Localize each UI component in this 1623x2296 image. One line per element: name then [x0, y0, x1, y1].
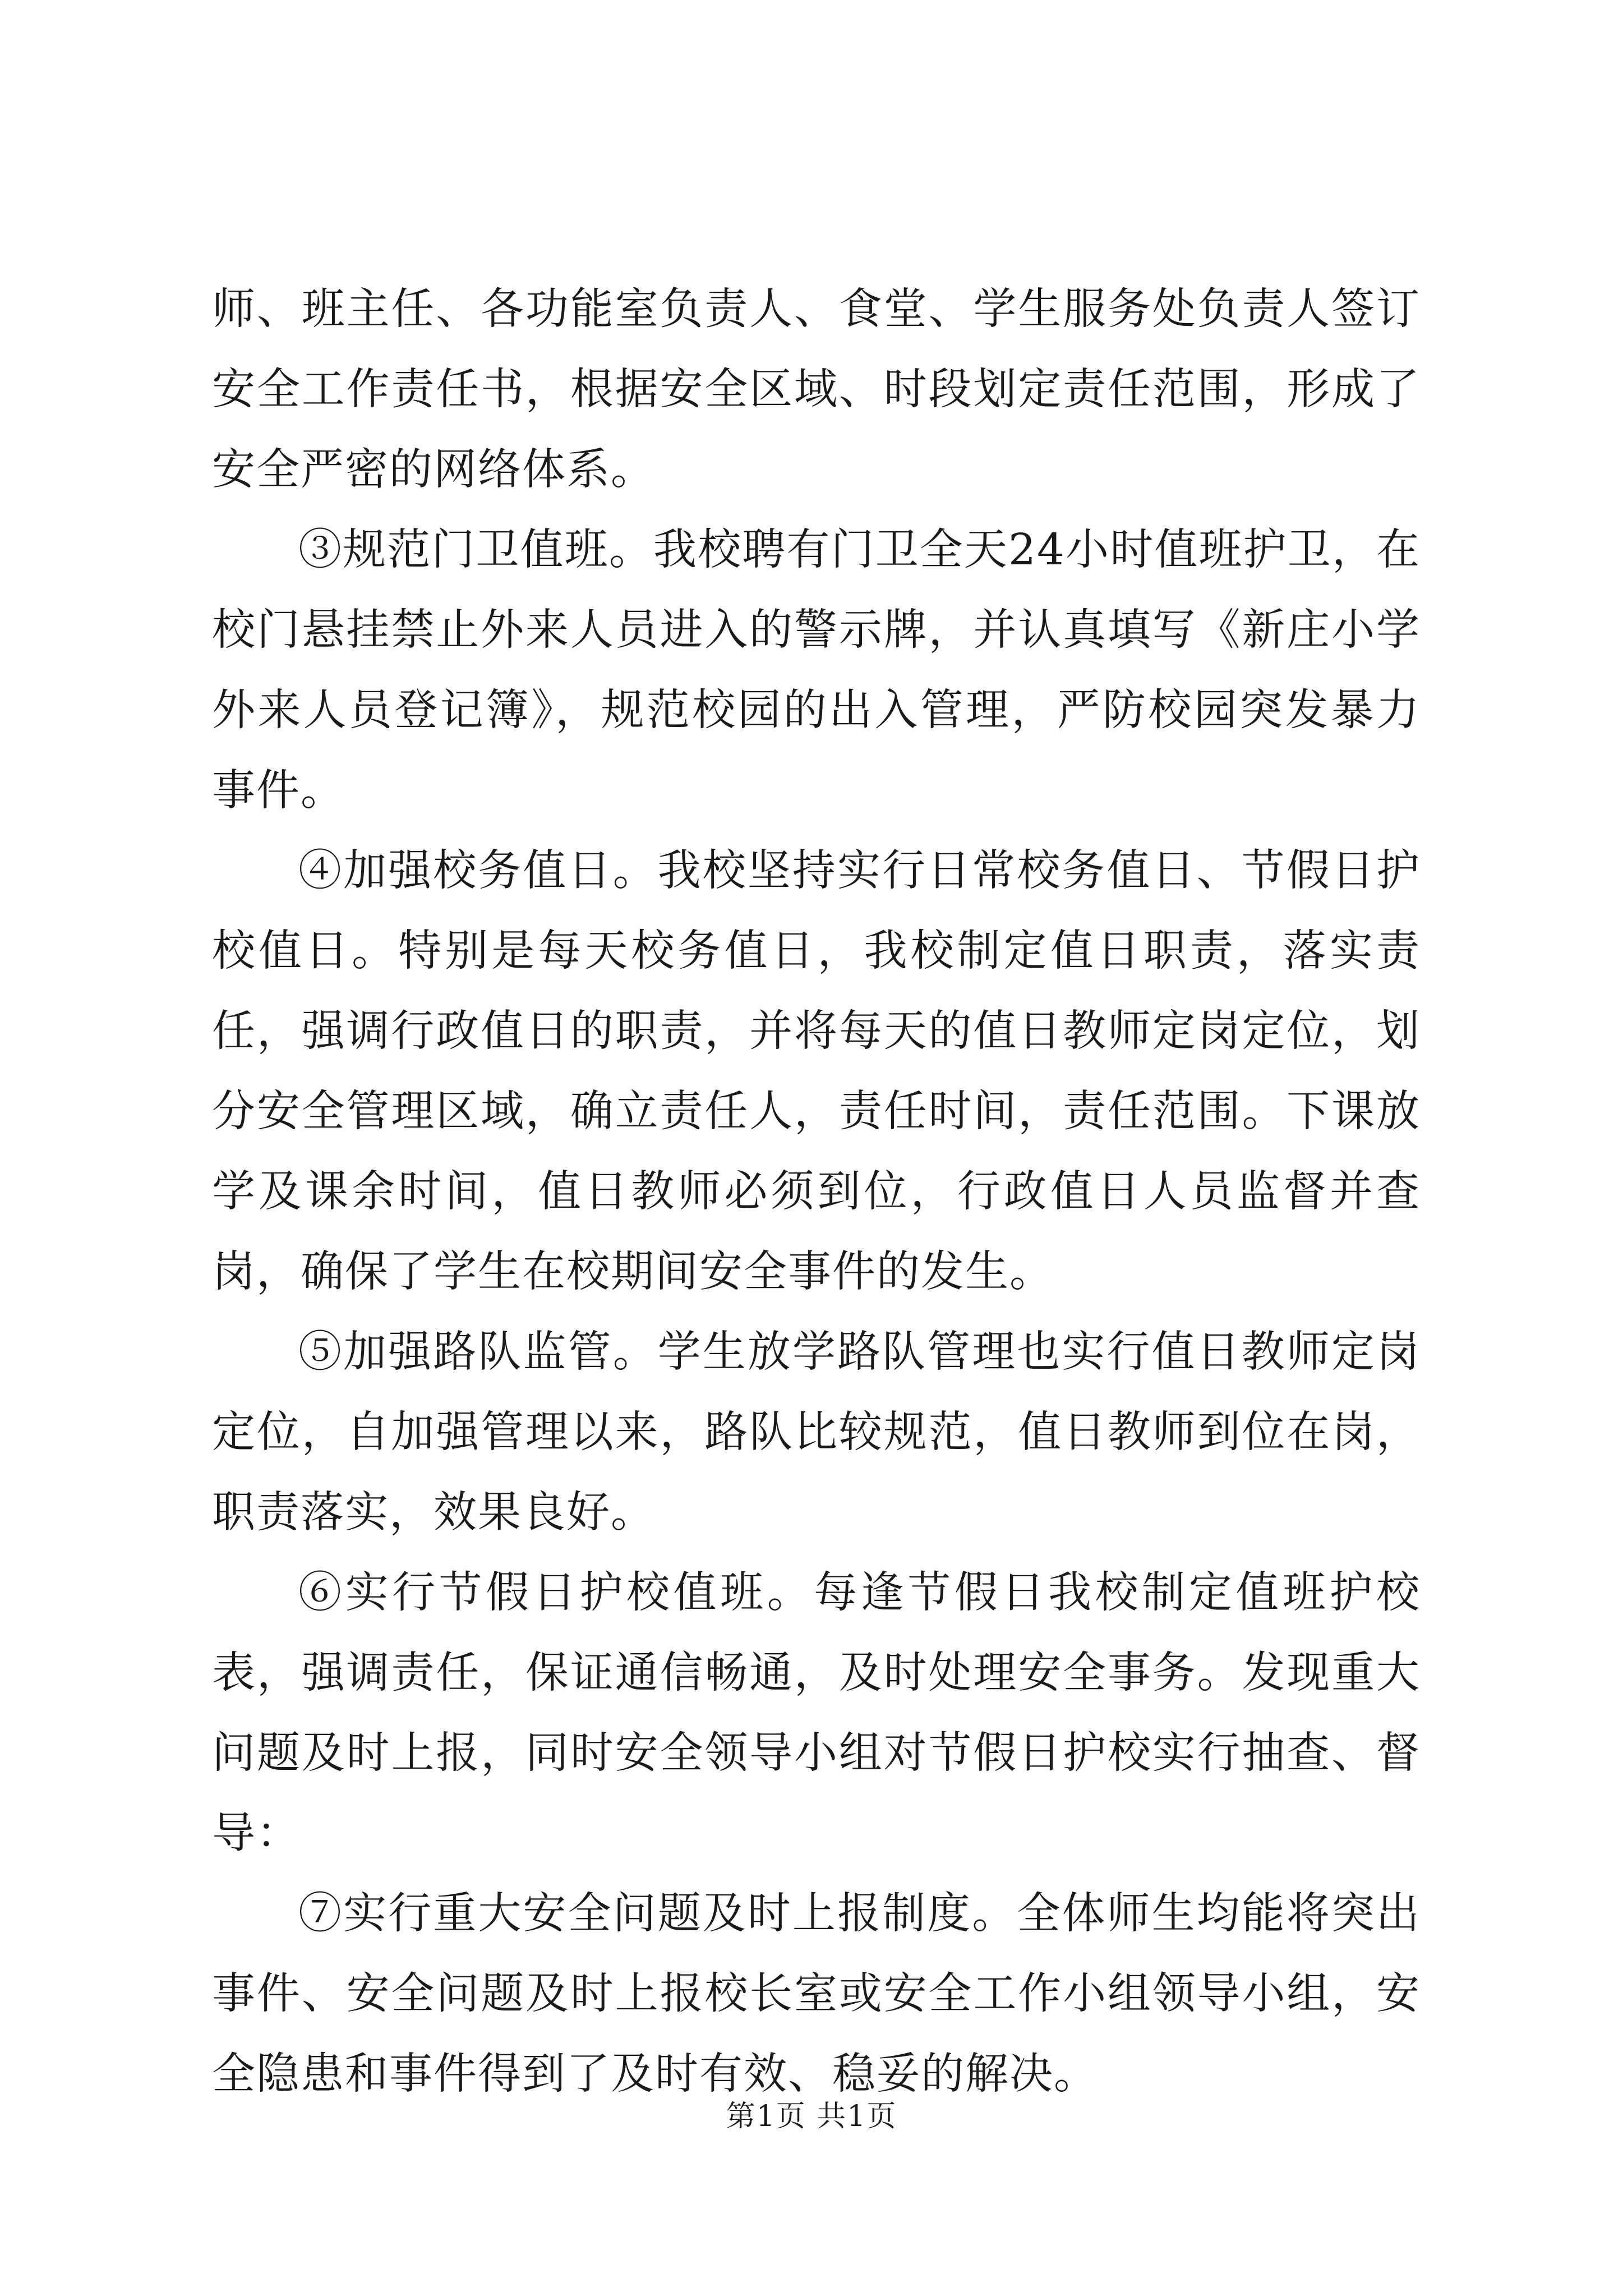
- paragraph-route-supervision: ⑤加强路队监管。学生放学路队管理也实行值日教师定岗定位，自加强管理以来，路队比较规范，值日教师到位在岗，职责落实，效果良好。: [212, 1327, 1421, 1538]
- paragraph-school-duty: ④加强校务值日。我校坚持实行日常校务值日、节假日护校值日。特别是每天校务值日，我校制定值日职责，落实责任，强调行政值日的职责，并将每天的值日教师定岗定位，划分安全管理区域，确立责任人，责任时间，责任范围。下课放学及课余时间，值日教师必须到位，行政值日人员监督并查岗，确保了学生在校期间安全事件的发生。: [212, 846, 1421, 1297]
- page-footer: 第1页 共1页: [726, 2100, 897, 2133]
- paragraph-gate-duty: ③规范门卫值班。我校聘有门卫全天24小时值班护卫，在校门悬挂禁止外来人员进入的警示牌，并认真填写《新庄小学外来人员登记簿》，规范校园的出入管理，严防校园突发暴力事件。: [212, 525, 1421, 816]
- paragraph-continuation: 师、班主任、各功能室负责人、食堂、学生服务处负责人签订安全工作责任书，根据安全区域、时段划定责任范围，形成了安全严密的网络体系。: [212, 284, 1421, 495]
- document-body: [212, 269, 1421, 2114]
- paragraph-holiday-duty: ⑥实行节假日护校值班。每逢节假日我校制定值班护校表，强调责任，保证通信畅通，及时处理安全事务。发现重大问题及时上报，同时安全领导小组对节假日护校实行抽查、督导：: [212, 1568, 1421, 1858]
- paragraph-reporting-system: ⑦实行重大安全问题及时上报制度。全体师生均能将突出事件、安全问题及时上报校长室或安全工作小组领导小组，安全隐患和事件得到了及时有效、稳妥的解决。: [212, 1889, 1421, 2099]
